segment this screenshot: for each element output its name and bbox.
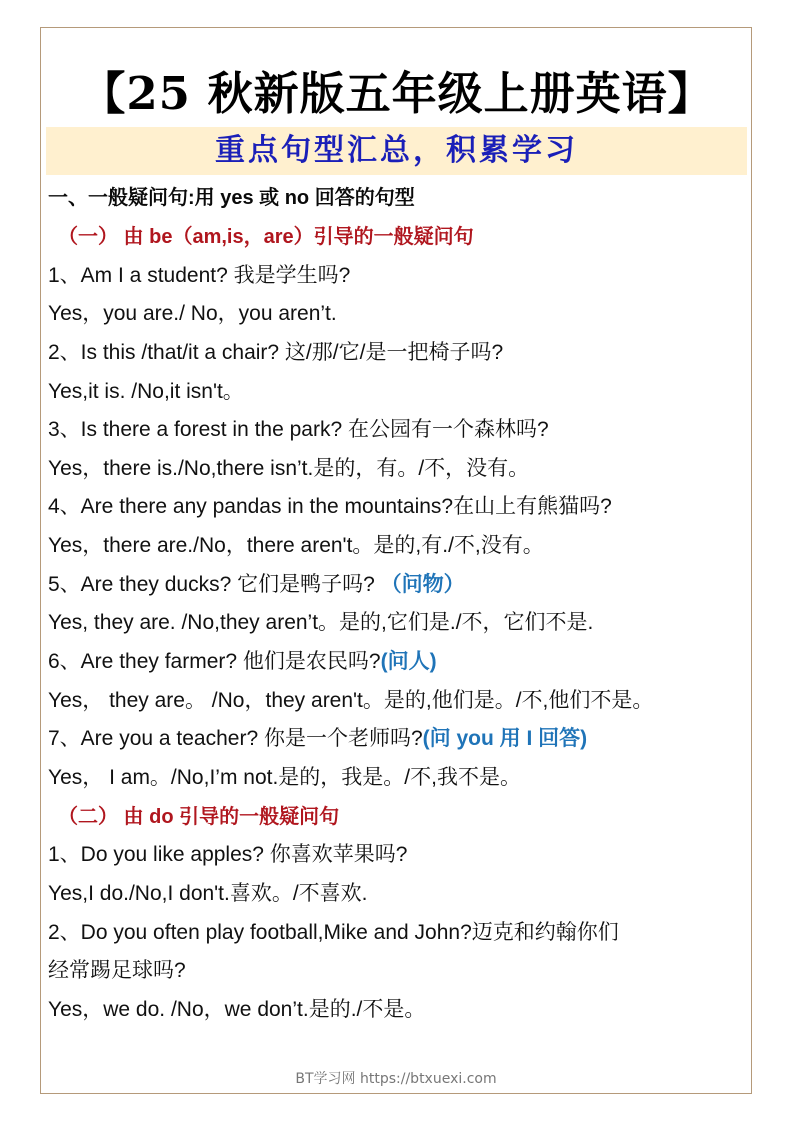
answer-3: Yes，there is./No,there isn’t.是的，有。/不，没有。 — [48, 457, 530, 480]
footer-watermark: BT学习网 https://btxuexi.com — [295, 1071, 497, 1087]
do-answer-1: Yes,I do./No,I don't.喜欢。/不喜欢. — [48, 882, 368, 905]
subsection-heading-do: （二） 由 do 引导的一般疑问句 — [58, 806, 340, 828]
question-7-note: (问 you 用 I 回答) — [422, 727, 588, 750]
answer-2: Yes,it is. /No,it isn't。 — [48, 380, 244, 403]
question-7-text: 7、Are you a teacher? 你是一个老师吗? — [48, 727, 423, 750]
question-5 — [48, 570, 465, 600]
answer-6: Yes， they are。 /No，they aren't。是的,他们是。/不,他们不是。 — [48, 689, 654, 712]
question-3: 3、Is there a forest in the park? 在公园有一个森林吗? — [48, 418, 549, 441]
question-6 — [48, 647, 437, 677]
question-2: 2、Is this /that/it a chair? 这/那/它/是一把椅子吗? — [48, 341, 504, 364]
do-question-1: 1、Do you like apples? 你喜欢苹果吗? — [48, 843, 408, 866]
question-5-text: 5、Are they ducks? 它们是鸭子吗? — [48, 573, 381, 596]
question-5-note: （问物） — [380, 573, 465, 596]
subsection-heading-be: （一） 由 be（am,is，are）引导的一般疑问句 — [58, 226, 474, 248]
do-question-2-continued: 经常踢足球吗? — [48, 959, 186, 982]
question-6-text: 6、Are they farmer? 他们是农民吗? — [48, 650, 381, 673]
do-question-2: 2、Do you often play football,Mike and John?迈克和约翰你们 — [48, 921, 619, 944]
page-title: 【25 秋新版五年级上册英语】 — [80, 67, 714, 120]
do-answer-2: Yes，we do. /No，we don’t.是的./不是。 — [48, 998, 426, 1021]
question-1: 1、Am I a student? 我是学生吗? — [48, 264, 351, 287]
question-6-note: (问人) — [380, 650, 437, 673]
page-subtitle: 重点句型汇总，积累学习 — [215, 133, 578, 168]
answer-5: Yes, they are. /No,they aren’t。是的,它们是./不，它们不是. — [48, 611, 594, 634]
question-4: 4、Are there any pandas in the mountains?在山上有熊猫吗? — [48, 495, 612, 518]
answer-4: Yes，there are./No，there aren't。是的,有./不,没有。 — [48, 534, 544, 557]
question-7 — [48, 724, 587, 754]
section-heading: 一、一般疑问句:用 yes 或 no 回答的句型 — [48, 187, 415, 209]
answer-7: Yes， I am。/No,I’m not.是的，我是。/不,我不是。 — [48, 766, 521, 789]
answer-1: Yes，you are./ No，you aren’t. — [48, 302, 337, 325]
